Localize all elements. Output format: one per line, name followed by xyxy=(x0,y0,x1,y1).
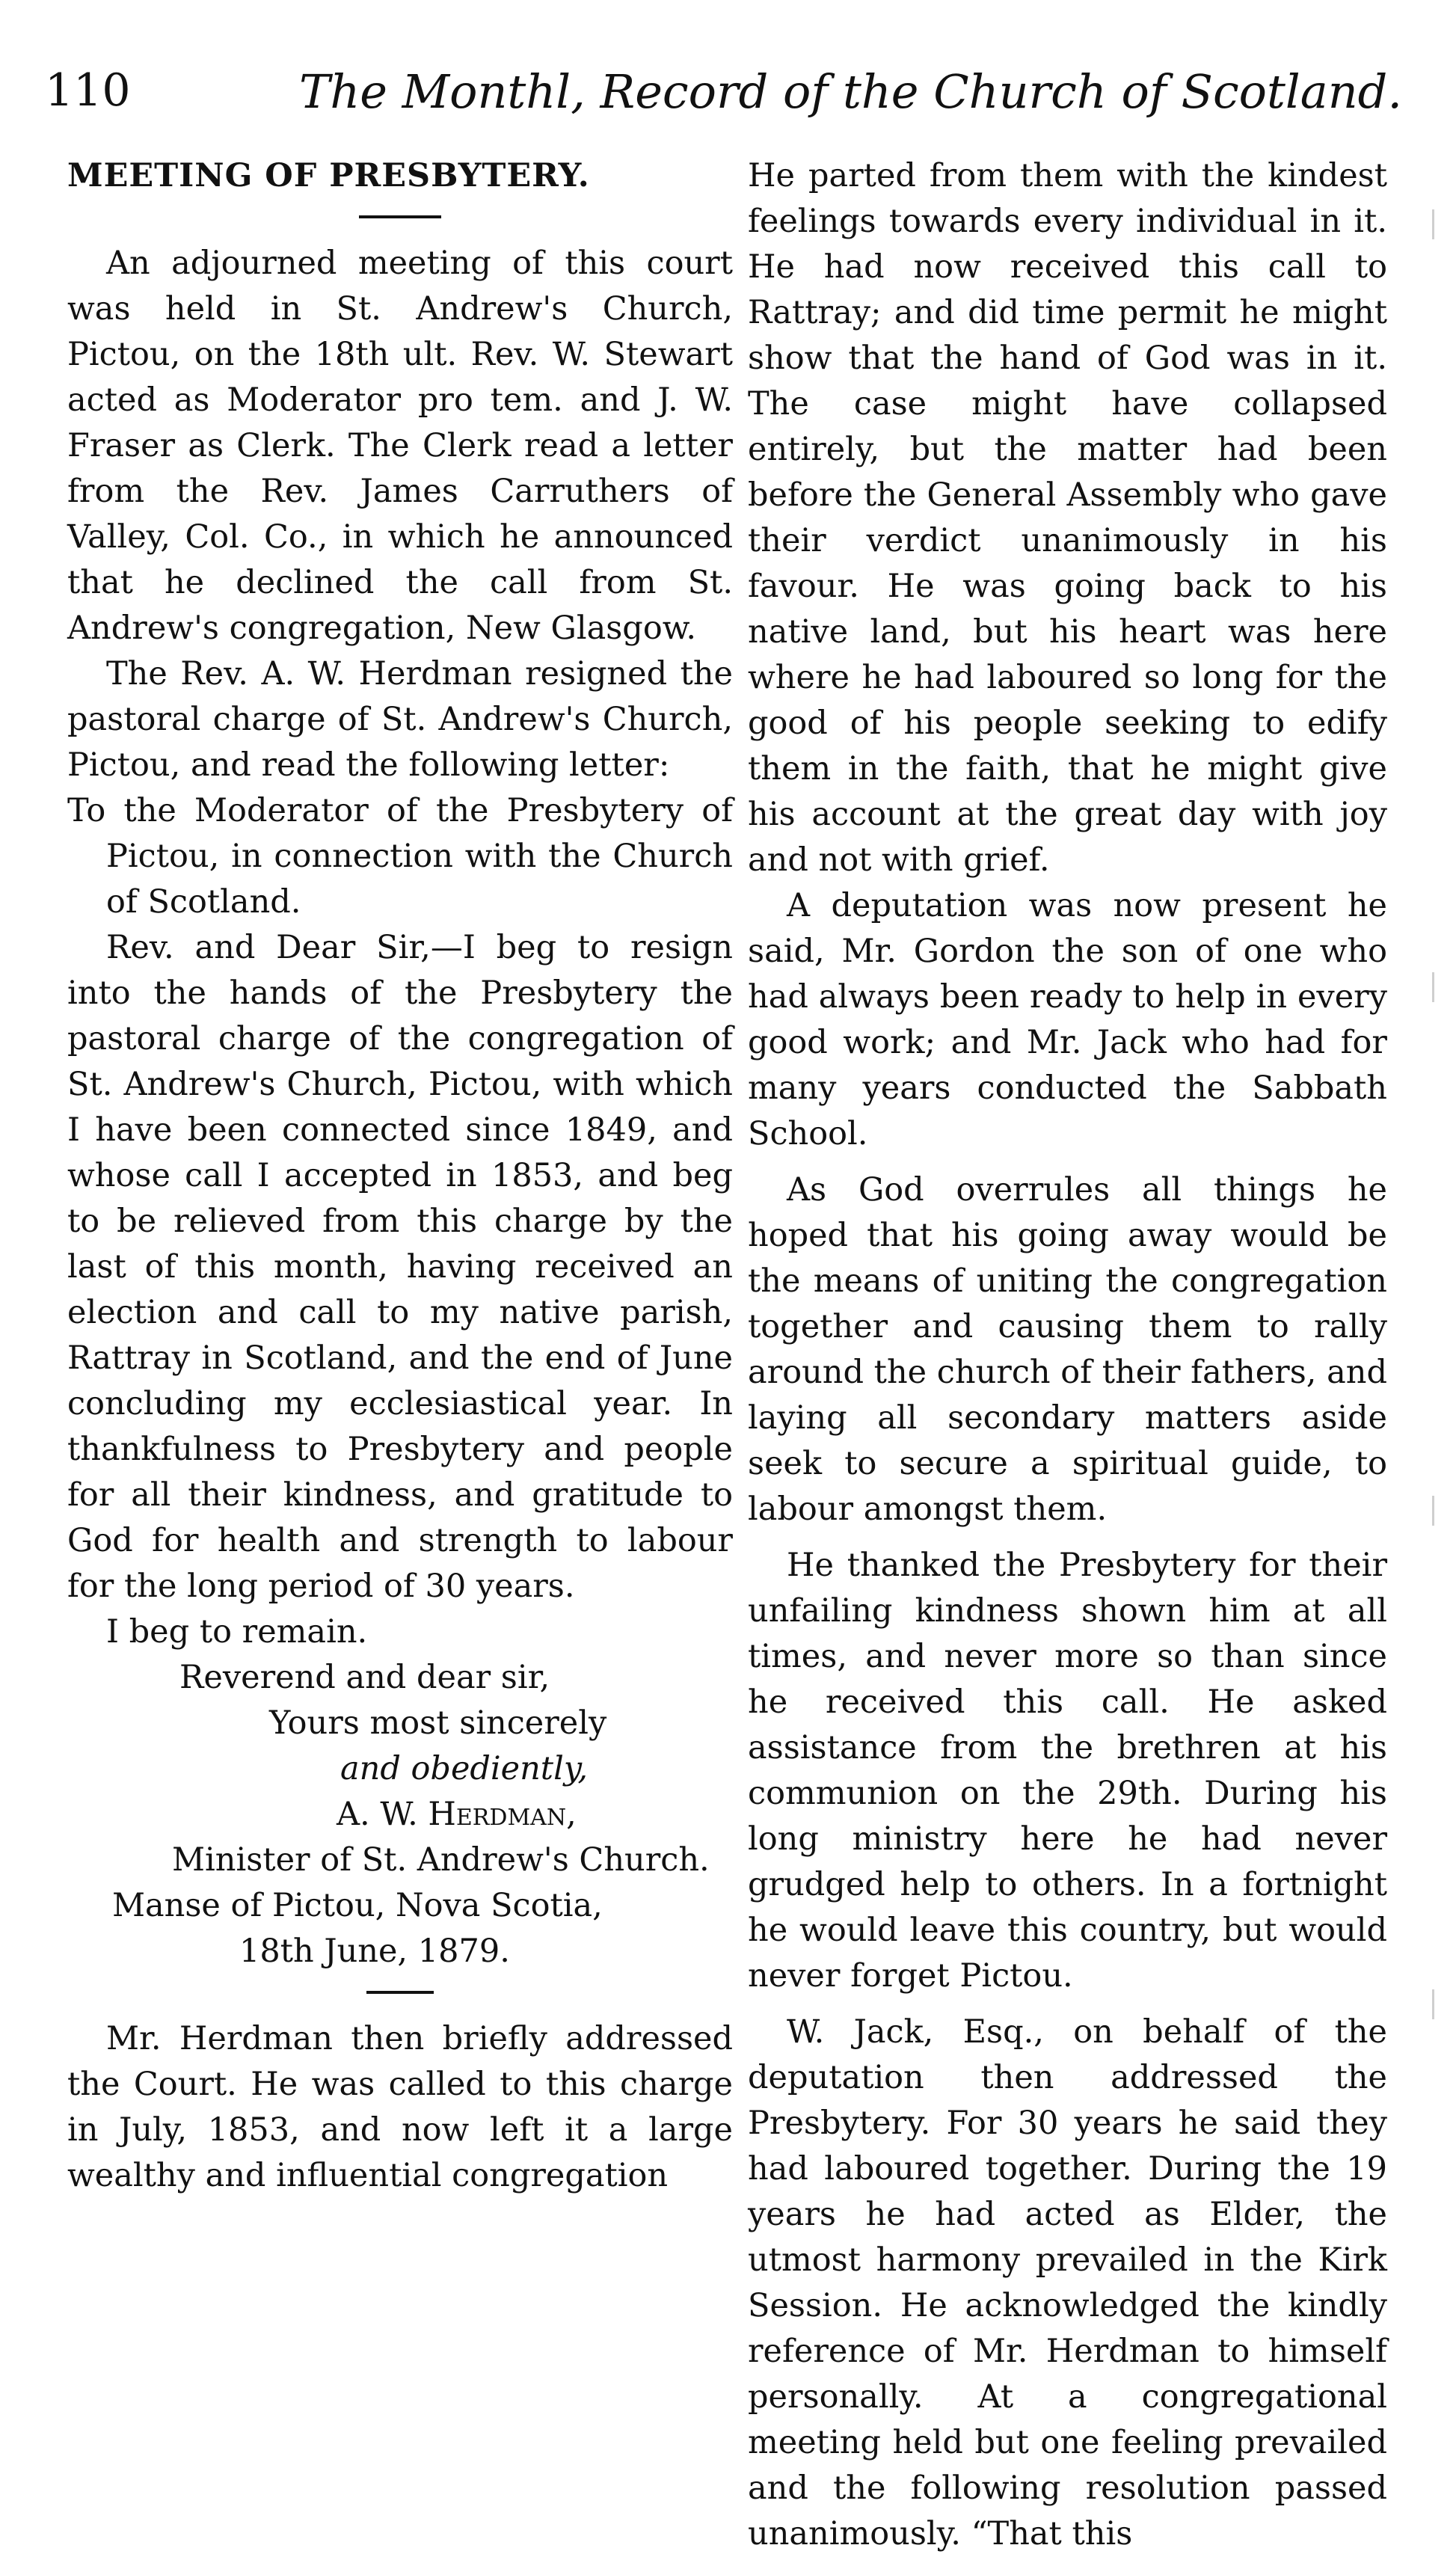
letter-address: To the Moderator of the Presbytery of Pictou, in connection with the Church of Scotland. xyxy=(67,792,733,921)
journal-title: The Monthl, Record of the Church of Scotland. xyxy=(299,64,1403,119)
margin-mark xyxy=(1432,972,1434,1002)
paragraph-meeting: An adjourned meeting of this court was held in St. Andrew's Church, Pictou, on the 18th ult. Rev. W. Stewart acted as Moderator pro tem. and J. W. Fraser as Clerk. The Clerk read a letter from the Rev. James Carruthers of Valley, Col. Co., in which he announced that he declined the call from St. Andrew's congregation, New Glasgow. xyxy=(67,245,733,647)
signoff-obediently: and obediently, xyxy=(340,1750,589,1787)
running-head xyxy=(45,60,1403,135)
signatory-name-text: A. W. Herdman, xyxy=(337,1796,577,1833)
paragraph-deputation: A deputation was now present he said, Mr. Gordon the son of one who had always been ready to help in every good work; and Mr. Jack who had for many years conducted the Sabbath School. xyxy=(748,887,1387,1152)
page-number: 110 xyxy=(45,64,131,117)
paragraph-resignation: The Rev. A. W. Herdman resigned the pastoral charge of St. Andrew's Church, Pictou, and read the following letter: xyxy=(67,655,733,784)
margin-mark xyxy=(1432,1989,1434,2019)
right-column xyxy=(748,153,1387,2557)
paragraph-providence: As God overrules all things he hoped that his going away would be the means of uniting the congregation together and causing them to rally around the church of their fathers, and laying all secondary matters aside seek to secure a spiritual guide, to labour amongst them. xyxy=(748,1171,1387,1528)
signoff-yours: Yours most sincerely xyxy=(269,1704,607,1742)
letter-body: Rev. and Dear Sir,—I beg to resign into the hands of the Presbytery the pastoral charge of the congregation of St. Andrew's Church, Pictou, with which I have been connected since 1849, and whose call I accepted in 1853, and beg to be relieved from this charge by the last of this month, having received an election and call to my native parish, Rattray in Scotland, and the end of June concluding my ecclesiastical year. In thankfulness to Presbytery and people for all their kindness, and gratitude to God for health and strength to labour for the long period of 30 years. xyxy=(67,929,733,1605)
paragraph-jack: W. Jack, Esq., on behalf of the deputation then addressed the Presbytery. For 30 years he said they had laboured together. During the 19 years he had acted as Elder, the utmost harmony prevailed in the Kirk Session. He acknowledged the kindly reference of Mr. Herdman to himself personally. At a congregational meeting held but one feeling prevailed and the following resolution passed unanimously. “That this xyxy=(748,2013,1387,2553)
paragraph-thanks: He thanked the Presbytery for their unfailing kindness shown him at all times, and never more so than since he received this call. He asked assistance from the brethren at his communion on the 29th. During his long ministry here he had never grudged help to others. In a fortnight he would leave this country, but would never forget Pictou. xyxy=(748,1547,1387,1995)
signatory-title: Minister of St. Andrew's Church. xyxy=(172,1841,710,1879)
signoff-remain: I beg to remain. xyxy=(106,1613,368,1651)
signoff-salutation: Reverend and dear sir, xyxy=(179,1659,550,1696)
paragraph-address: Mr. Herdman then briefly addressed the Court. He was called to this charge in July, 1853, and now left it a large wealthy and influential congregation xyxy=(67,2020,733,2194)
title-rule xyxy=(359,215,441,218)
signatory-name xyxy=(67,1792,733,1838)
section-rule xyxy=(366,1991,434,1994)
paragraph-parting: He parted from them with the kindest feelings towards every individual in it. He had now received this call to Rattray; and did time permit he might show that the hand of God was in it. The case might have collapsed entirely, but the matter had been before the General Assembly who gave their verdict unanimously in his favour. He was going back to his native land, but his heart was here where he had laboured so long for the good of his people seeking to edify them in the faith, that he might give his account at the great day with joy and not with grief. xyxy=(748,157,1387,879)
letter-date: 18th June, 1879. xyxy=(239,1933,510,1970)
margin-mark xyxy=(1432,209,1434,239)
letter-place: Manse of Pictou, Nova Scotia, xyxy=(112,1887,603,1924)
article-title: MEETING OF PRESBYTERY. xyxy=(67,157,590,194)
margin-mark xyxy=(1432,1496,1434,1526)
left-column xyxy=(67,153,733,2199)
